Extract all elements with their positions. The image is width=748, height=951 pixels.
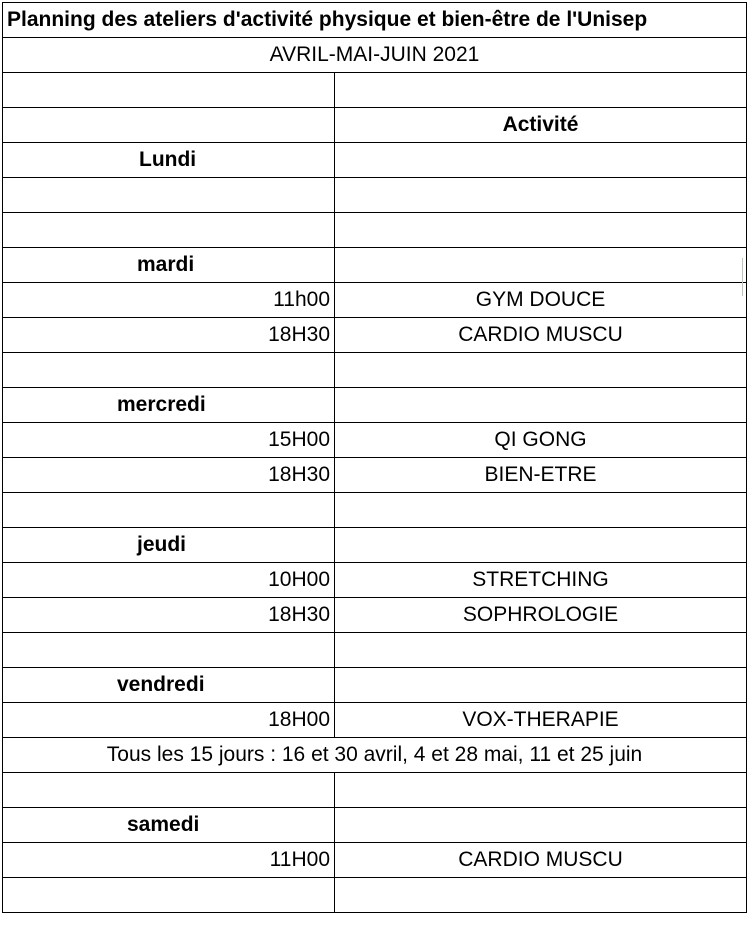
empty-cell[interactable] bbox=[3, 493, 335, 528]
session-activity[interactable]: CARDIO MUSCU bbox=[335, 318, 747, 353]
empty-cell[interactable] bbox=[3, 353, 335, 388]
empty-cell[interactable] bbox=[3, 878, 335, 913]
empty-cell[interactable] bbox=[335, 668, 747, 703]
header-row bbox=[3, 108, 747, 143]
day-label-vendredi[interactable]: vendredi bbox=[3, 668, 335, 703]
day-row-jeudi bbox=[3, 528, 747, 563]
day-row-lundi bbox=[3, 143, 747, 178]
empty-cell[interactable] bbox=[335, 73, 747, 108]
empty-cell[interactable] bbox=[335, 178, 747, 213]
session-time[interactable]: 18H00 bbox=[3, 703, 335, 738]
empty-cell[interactable] bbox=[3, 178, 335, 213]
session-time[interactable]: 11h00 bbox=[3, 283, 335, 318]
empty-cell[interactable] bbox=[335, 528, 747, 563]
period-label[interactable]: AVRIL-MAI-JUIN 2021 bbox=[3, 38, 747, 73]
session-row bbox=[3, 283, 747, 318]
day-row-vendredi bbox=[3, 668, 747, 703]
empty-cell[interactable] bbox=[335, 808, 747, 843]
empty-row bbox=[3, 878, 747, 913]
empty-row bbox=[3, 493, 747, 528]
session-row bbox=[3, 598, 747, 633]
session-row bbox=[3, 563, 747, 598]
empty-cell[interactable] bbox=[335, 493, 747, 528]
session-activity[interactable]: QI GONG bbox=[335, 423, 747, 458]
day-label-jeudi[interactable]: jeudi bbox=[3, 528, 335, 563]
session-activity[interactable]: SOPHROLOGIE bbox=[335, 598, 747, 633]
day-label-samedi[interactable]: samedi bbox=[3, 808, 335, 843]
session-row bbox=[3, 843, 747, 878]
schedule-table bbox=[2, 2, 747, 913]
empty-cell[interactable] bbox=[335, 248, 747, 283]
day-label-mercredi[interactable]: mercredi bbox=[3, 388, 335, 423]
session-activity[interactable]: CARDIO MUSCU bbox=[335, 843, 747, 878]
activity-header[interactable]: Activité bbox=[335, 108, 747, 143]
session-time[interactable]: 15H00 bbox=[3, 423, 335, 458]
session-time[interactable]: 10H00 bbox=[3, 563, 335, 598]
session-time[interactable]: 11H00 bbox=[3, 843, 335, 878]
note-row bbox=[3, 738, 747, 773]
empty-cell[interactable] bbox=[3, 773, 335, 808]
empty-row bbox=[3, 773, 747, 808]
title-row bbox=[3, 3, 747, 38]
empty-cell[interactable] bbox=[335, 143, 747, 178]
empty-cell[interactable] bbox=[335, 353, 747, 388]
session-row bbox=[3, 423, 747, 458]
empty-row bbox=[3, 178, 747, 213]
session-activity[interactable]: STRETCHING bbox=[335, 563, 747, 598]
empty-row bbox=[3, 73, 747, 108]
session-time[interactable]: 18H30 bbox=[3, 458, 335, 493]
session-activity[interactable]: BIEN-ETRE bbox=[335, 458, 747, 493]
session-row bbox=[3, 458, 747, 493]
day-row-mardi bbox=[3, 248, 747, 283]
empty-row bbox=[3, 633, 747, 668]
empty-row bbox=[3, 353, 747, 388]
empty-cell[interactable] bbox=[3, 73, 335, 108]
vendredi-note[interactable]: Tous les 15 jours : 16 et 30 avril, 4 et 28 mai, 11 et 25 juin bbox=[3, 738, 747, 773]
empty-cell[interactable] bbox=[335, 633, 747, 668]
day-row-samedi bbox=[3, 808, 747, 843]
session-activity[interactable]: VOX-THERAPIE bbox=[335, 703, 747, 738]
session-row bbox=[3, 318, 747, 353]
empty-cell[interactable] bbox=[335, 213, 747, 248]
session-row bbox=[3, 703, 747, 738]
empty-cell[interactable] bbox=[3, 633, 335, 668]
period-row bbox=[3, 38, 747, 73]
day-row-mercredi bbox=[3, 388, 747, 423]
empty-cell[interactable] bbox=[335, 878, 747, 913]
day-label-lundi[interactable]: Lundi bbox=[3, 143, 335, 178]
day-label-mardi[interactable]: mardi bbox=[3, 248, 335, 283]
session-time[interactable]: 18H30 bbox=[3, 598, 335, 633]
adjacent-gridline bbox=[742, 258, 748, 296]
session-activity[interactable]: GYM DOUCE bbox=[335, 283, 747, 318]
empty-row bbox=[3, 213, 747, 248]
empty-cell[interactable] bbox=[335, 388, 747, 423]
empty-cell[interactable] bbox=[335, 773, 747, 808]
schedule-title[interactable]: Planning des ateliers d'activité physique et bien-être de l'Unisep bbox=[3, 3, 747, 38]
empty-cell[interactable] bbox=[3, 108, 335, 143]
empty-cell[interactable] bbox=[3, 213, 335, 248]
session-time[interactable]: 18H30 bbox=[3, 318, 335, 353]
